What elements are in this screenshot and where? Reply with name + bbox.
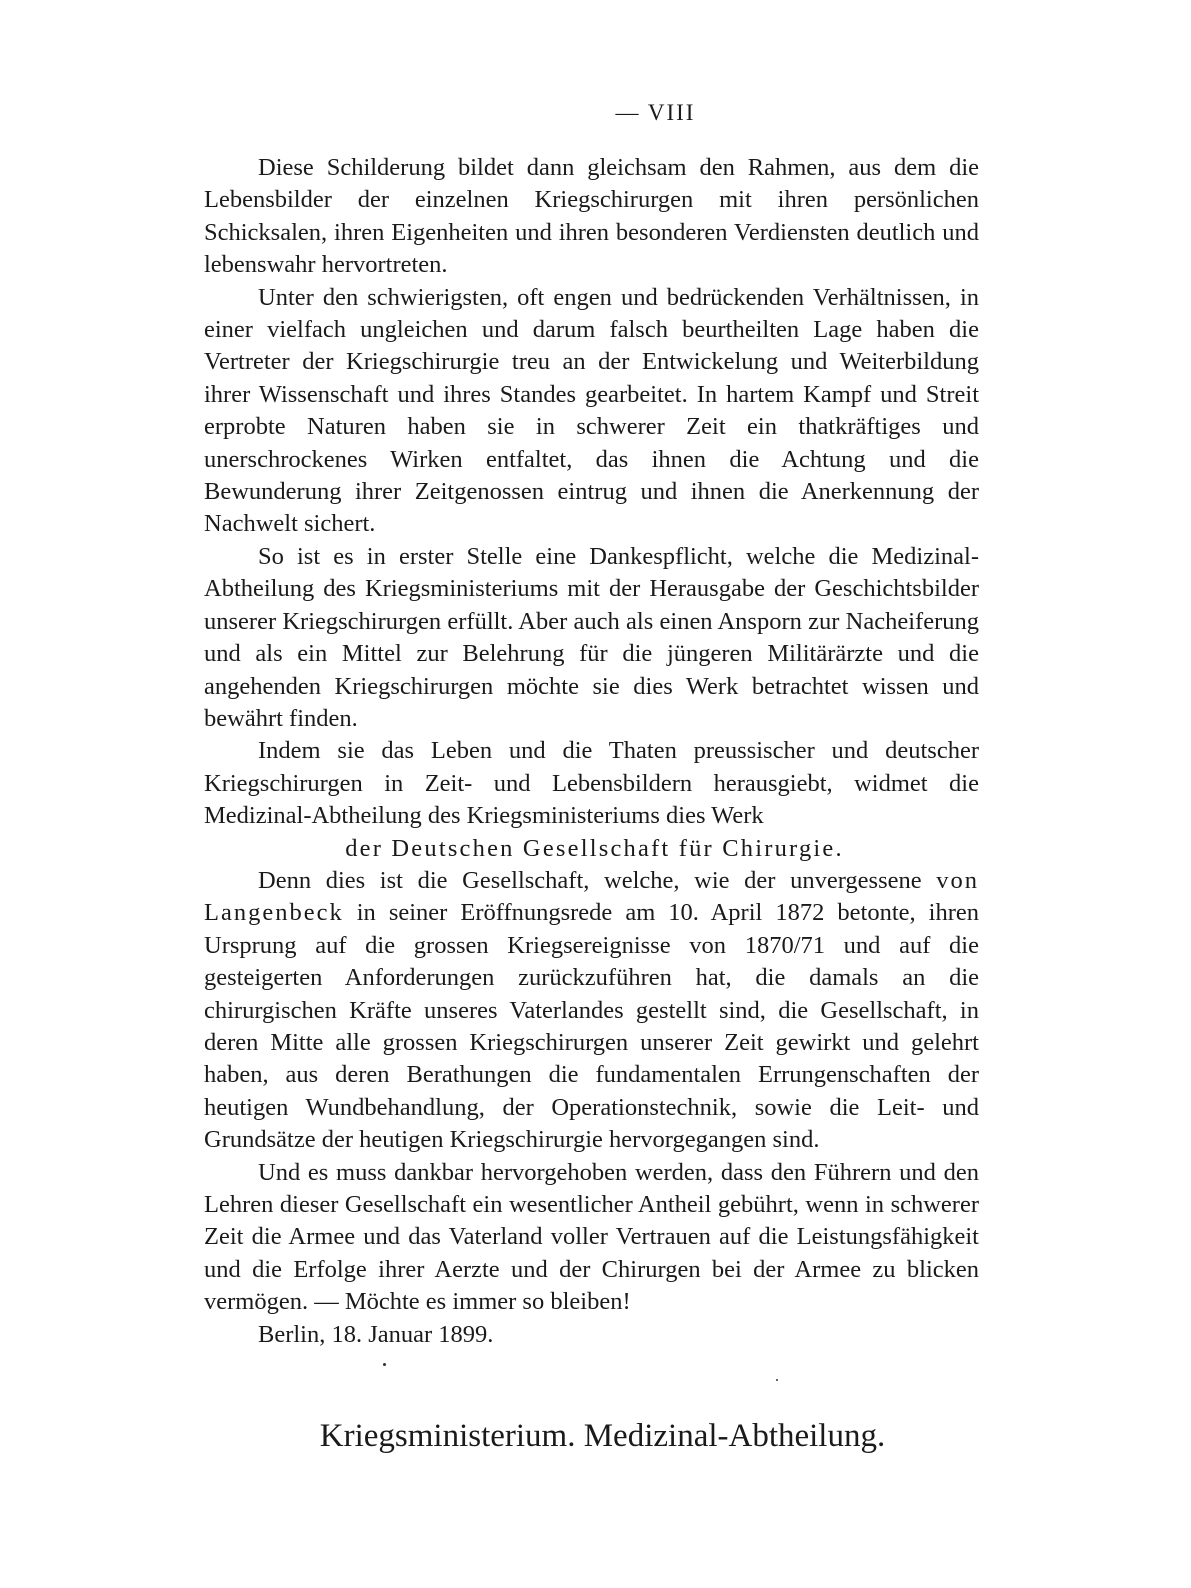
page-number: — VIII <box>615 100 696 125</box>
dedication-line: der Deutschen Gesellschaft für Chirurgie. <box>345 834 844 862</box>
paragraph-1: Diese Schilderung bildet dann gleichsam den Rahmen, aus dem die Lebensbilder der einzelnen Kriegschirurgen mit ihren persönlichen Schicksalen, ihren Eigenheiten und ihren besonderen Verdiensten deutlich und lebenswahr hervortreten. <box>204 154 979 279</box>
paragraph-3: So ist es in erster Stelle eine Dankespflicht, welche die Medizinal-Abtheilung des Kriegsministeriums mit der Herausgabe der Geschichtsbilder unserer Kriegschirurgen erfüllt. Aber auch als einen Ansporn zur Nacheiferung und als ein Mittel zur Belehrung für die jüngeren Militärärzte und die angehenden Kriegschirurgen möchte sie dies Werk betrachtet wissen und bewährt finden. <box>204 542 979 732</box>
paragraph-4: Indem sie das Leben und die Thaten preussischer und deutscher Kriegschirurgen in Zeit- und Lebensbildern herausgiebt, widmet die Medizinal-Abtheilung des Kriegsministeriums dies Werk <box>204 737 979 830</box>
body-text <box>204 152 979 1351</box>
paragraph-5 <box>204 865 979 1157</box>
print-speck <box>383 1363 386 1366</box>
print-speck <box>776 1379 778 1381</box>
signature-line: Kriegsministerium. Medizinal-Abtheilung. <box>319 1418 886 1454</box>
paragraph-5-start: Denn dies ist die Gesellschaft, welche, wie der unvergessene <box>258 866 922 894</box>
paragraph-6: Und es muss dankbar hervorgehoben werden, dass den Führern und den Lehren dieser Gesellschaft ein wesentlicher Antheil gebührt, wenn in schwerer Zeit die Armee und das Vaterland voller Vertrauen auf die Leistungsfähigkeit und die Erfolge ihrer Aerzte und der Chirurgen bei der Armee zu blicken vermögen. — Möchte es immer so bleiben! <box>204 1158 979 1316</box>
paragraph-2: Unter den schwierigsten, oft engen und bedrückenden Verhältnissen, in einer vielfach ungleichen und darum falsch beurtheilten Lage haben die Vertreter der Kriegschirurgie treu an der Entwickelung und Weiterbildung ihrer Wissenschaft und ihres Standes gearbeitet. In hartem Kampf und Streit erprobte Naturen haben sie in schwerer Zeit ein thatkräftiges und unerschrockenes Wirken entfaltet, das ihnen die Achtung und die Bewunderung ihrer Zeitgenossen eintrug und ihnen die Anerkennung der Nachwelt sichert. <box>204 283 979 538</box>
paragraph-5-rest: in seiner Eröffnungsrede am 10. April 1872 betonte, ihren Ursprung auf die grossen Kriegsereignisse von 1870/71 und auf die gesteigerten Anforderungen zurückzuführen hat, die damals an die chirurgischen Kräfte unseres Vaterlandes gestellt sind, die Gesellschaft, in deren Mitte alle grossen Kriegschirurgen unserer Zeit gewirkt und gelehrt haben, aus deren Berathungen die fundamentalen Errungenschaften der heutigen Wundbehandlung, der Operationstechnik, sowie die Leit- und Grundsätze der heutigen Kriegschirurgie hervorgegangen sind. <box>204 899 979 1154</box>
person-name-langenbeck: von Langenbeck <box>204 866 980 927</box>
place-date-line: Berlin, 18. Januar 1899. <box>258 1320 494 1348</box>
